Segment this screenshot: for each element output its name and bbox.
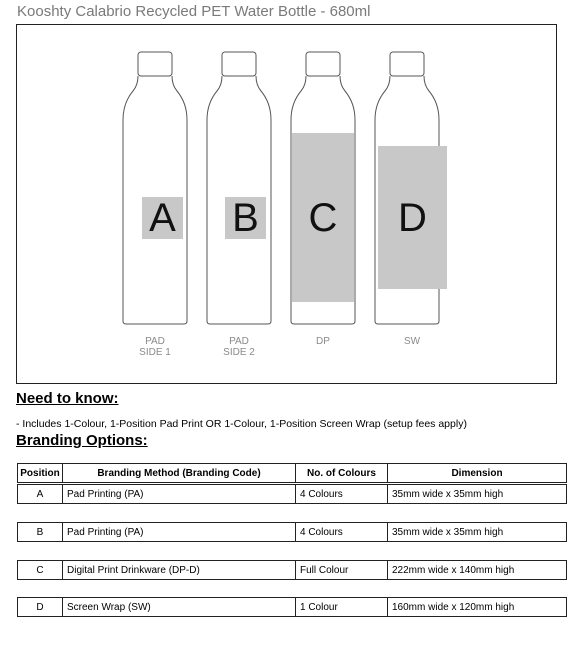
cell-position: D	[18, 598, 63, 616]
bottles-svg	[17, 25, 558, 385]
need-to-know-text: - Includes 1-Colour, 1-Position Pad Print OR 1-Colour, 1-Position Screen Wrap (setup fees apply)	[16, 418, 467, 430]
table-row	[17, 597, 567, 617]
position-letter-d: D	[398, 196, 427, 240]
bottle-label-c: DP	[316, 336, 330, 347]
cell-dimension: 35mm wide x 35mm high	[392, 526, 504, 538]
position-letter-c: C	[308, 196, 338, 240]
cell-method: Screen Wrap (SW)	[63, 598, 296, 616]
cell-colours: 4 Colours	[296, 523, 388, 541]
cell-position: B	[18, 523, 63, 541]
cell-colours: Full Colour	[296, 561, 388, 579]
cell-dimension: 35mm wide x 35mm high	[392, 488, 504, 500]
header-position: Position	[18, 464, 63, 482]
cell-method: Pad Printing (PA)	[63, 523, 296, 541]
need-to-know-heading: Need to know:	[16, 390, 119, 407]
cell-position: C	[18, 561, 63, 579]
position-letter-b: B	[232, 196, 259, 240]
header-colours: No. of Colours	[296, 464, 388, 482]
cell-colours: 4 Colours	[296, 485, 388, 503]
table-row	[17, 560, 567, 580]
header-method: Branding Method (Branding Code)	[63, 464, 296, 482]
cell-dimension: 160mm wide x 120mm high	[392, 601, 515, 613]
table-header	[17, 463, 567, 483]
cell-dimension: 222mm wide x 140mm high	[392, 564, 515, 576]
position-letter-a: A	[149, 196, 176, 240]
cell-colours: 1 Colour	[296, 598, 388, 616]
bottle-label-d: SW	[403, 336, 421, 347]
bottle-label-a: PAD SIDE 1	[139, 336, 171, 358]
branding-options-heading: Branding Options:	[16, 432, 148, 449]
cell-method: Digital Print Drinkware (DP-D)	[63, 561, 296, 579]
table-row	[17, 484, 567, 504]
header-dimension: Dimension	[451, 467, 503, 479]
bottle-label-b: PAD SIDE 2	[223, 336, 255, 358]
cell-method: Pad Printing (PA)	[63, 485, 296, 503]
bottle-diagram	[16, 24, 557, 384]
table-row	[17, 522, 567, 542]
cell-position: A	[18, 485, 63, 503]
bottle-a	[123, 52, 187, 324]
page-title: Kooshty Calabrio Recycled PET Water Bottle - 680ml	[17, 3, 371, 20]
bottle-b	[207, 52, 271, 324]
